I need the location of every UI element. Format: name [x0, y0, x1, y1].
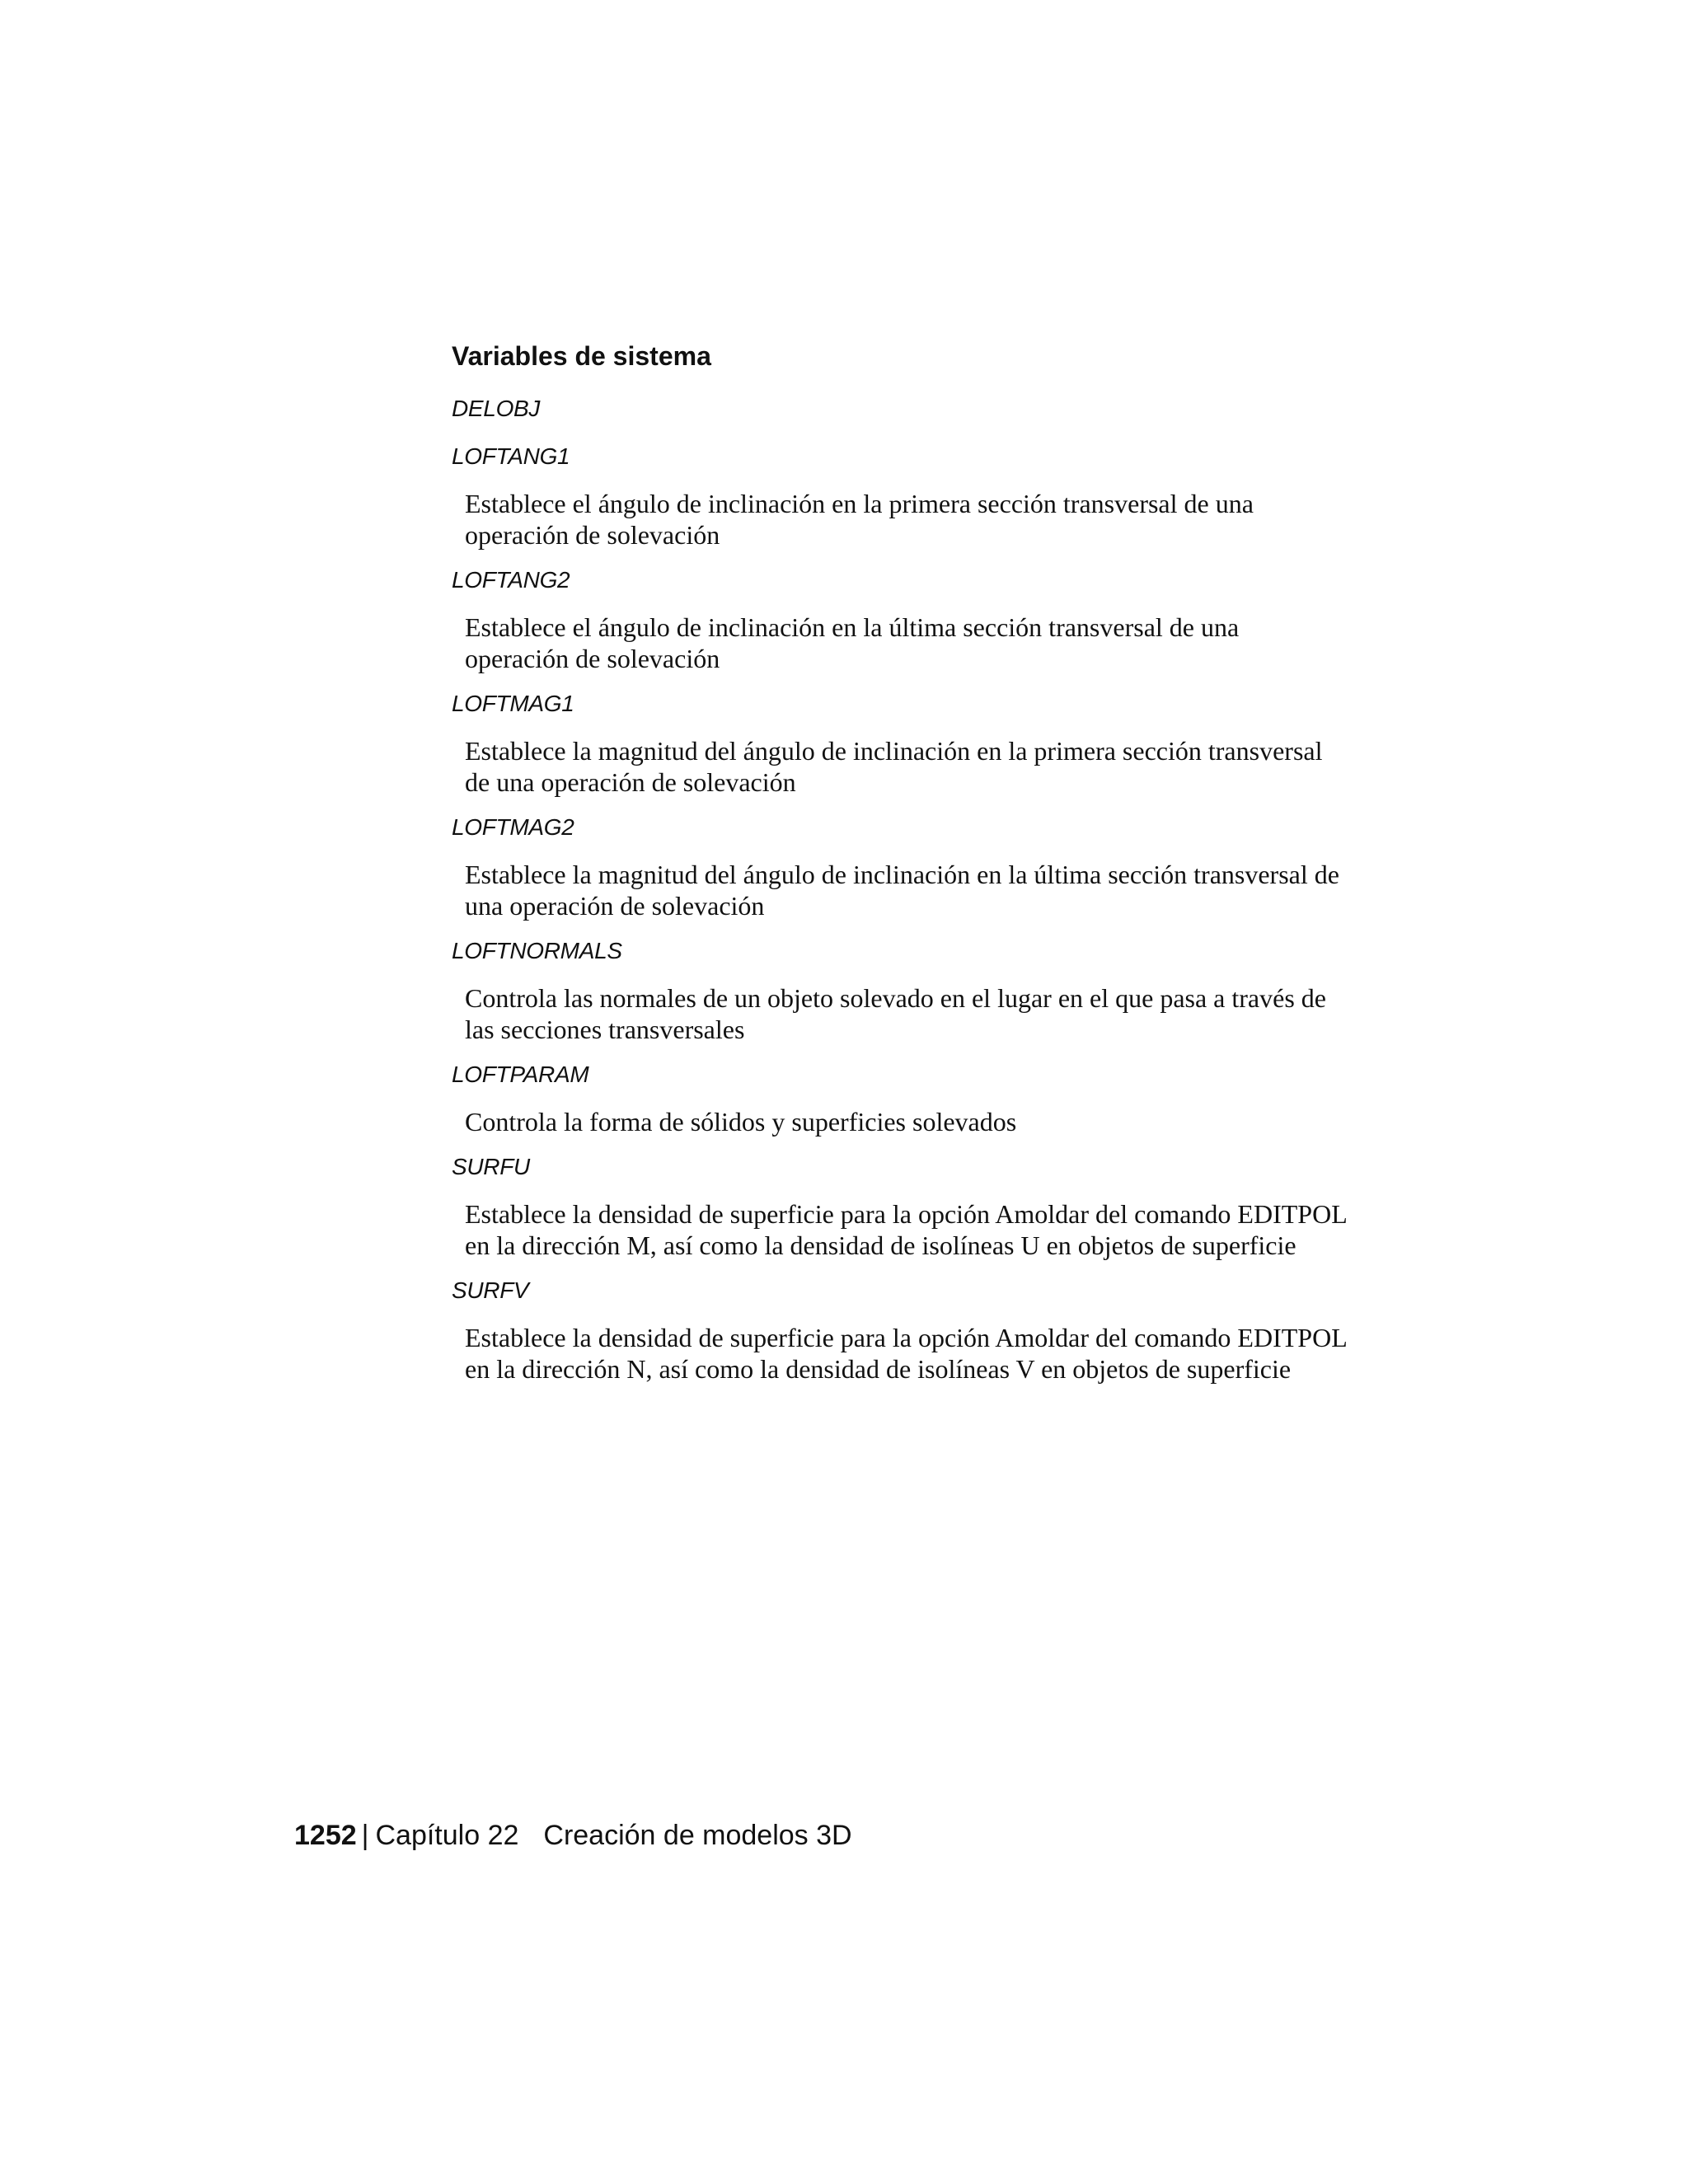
list-item	[452, 1274, 1347, 1385]
variable-description: Establece la magnitud del ángulo de inclinación en la última sección transversal de una operación de solevación	[465, 860, 1339, 921]
variable-name: LOFTNORMALS	[452, 938, 622, 963]
list-item	[452, 564, 1342, 674]
variable-description: Establece la magnitud del ángulo de inclinación en la primera sección transversal de una operación de solevación	[465, 736, 1323, 797]
list-item	[452, 687, 1342, 798]
footer-separator: |	[361, 1820, 369, 1851]
variable-name: LOFTMAG2	[452, 814, 574, 840]
section-heading: Variables de sistema	[452, 341, 711, 371]
list-item	[452, 1151, 1347, 1261]
variable-name: SURFV	[452, 1277, 529, 1303]
variable-description: Controla la forma de sólidos y superficies solevados	[465, 1107, 1017, 1137]
main-content	[452, 336, 1347, 1398]
variable-description: Establece la densidad de superficie para la opción Amoldar del comando EDITPOL en la dirección M, así como la densidad de isolíneas U en objetos de superficie	[465, 1199, 1347, 1260]
page-footer	[294, 1817, 852, 1854]
variable-description: Establece el ángulo de inclinación en la última sección transversal de una operación de solevación	[465, 612, 1240, 673]
list-item	[452, 392, 1342, 425]
variable-name: LOFTPARAM	[452, 1062, 589, 1087]
variable-name: SURFU	[452, 1154, 530, 1179]
variable-name: LOFTANG2	[452, 567, 570, 593]
variable-description: Establece la densidad de superficie para la opción Amoldar del comando EDITPOL en la dirección N, así como la densidad de isolíneas V en objetos de superficie	[465, 1323, 1347, 1384]
variable-name: DELOBJ	[452, 396, 541, 421]
chapter-title: Creación de modelos 3D	[543, 1820, 852, 1851]
chapter-label: Capítulo 22	[375, 1820, 519, 1851]
variable-description: Controla las normales de un objeto solevado en el lugar en el que pasa a través de las secciones transversales	[465, 983, 1326, 1044]
list-item	[452, 1058, 1342, 1137]
variable-name: LOFTANG1	[452, 443, 570, 469]
list-item	[452, 935, 1342, 1045]
list-item	[452, 440, 1342, 551]
page-number: 1252	[294, 1820, 357, 1851]
list-item	[452, 811, 1342, 921]
variable-description: Establece el ángulo de inclinación en la primera sección transversal de una operación de solevación	[465, 489, 1254, 550]
variable-name: LOFTMAG1	[452, 691, 574, 716]
